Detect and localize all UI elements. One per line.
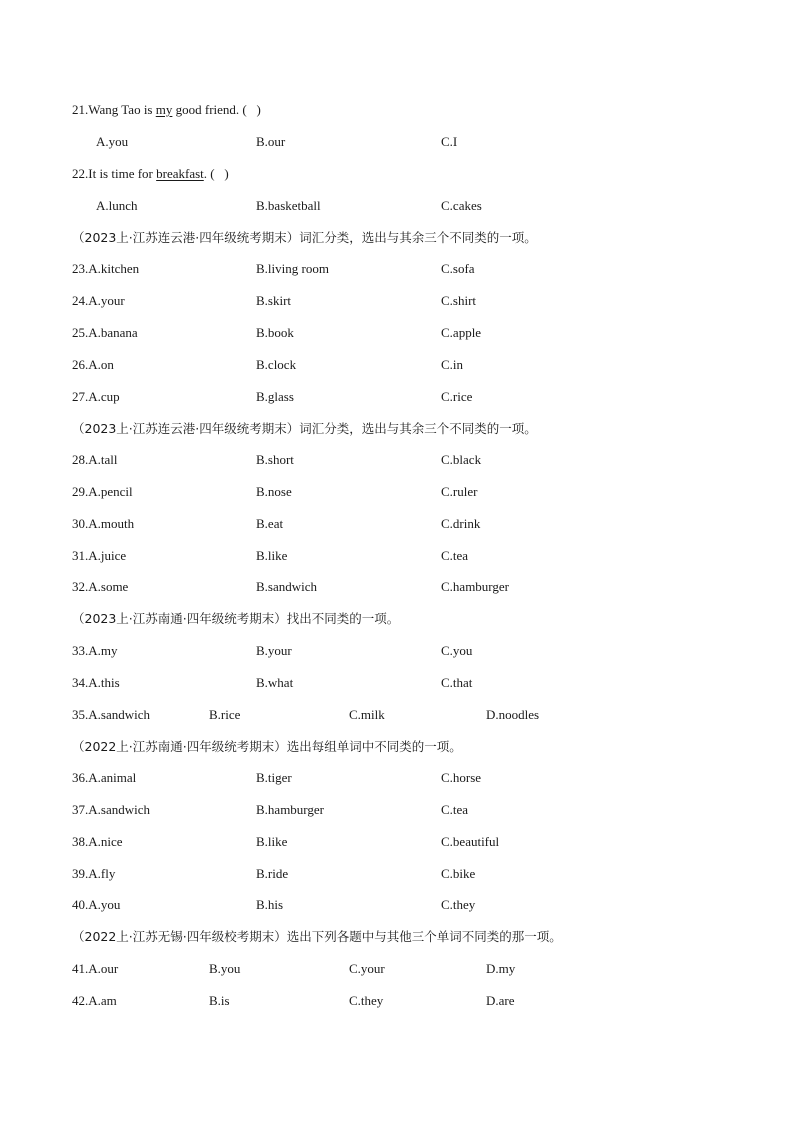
section-heading: （2022上·江苏无锡·四年级校考期末）选出下列各题中与其他三个单词不同类的那一项。 [72,929,562,944]
option-b: B.glass [256,389,294,404]
option-c: C.ruler [441,484,478,499]
section-heading: （2022上·江苏南通·四年级统考期末）选出每组单词中不同类的一项。 [72,739,462,754]
question-22-stem: 22.It is time for breakfast. ( ) [72,166,229,181]
option-c: C.tea [441,802,469,817]
question-row [0,991,794,1011]
question-21-options [0,132,794,152]
option-b: B.tiger [256,770,292,785]
option-c: C.apple [441,325,482,340]
question-row [0,673,794,693]
option-a: 26.A.on [72,357,114,372]
option-b: B.your [256,643,292,658]
option-c: C.they [441,897,476,912]
option-c: C.in [441,357,464,372]
question-row [0,387,794,407]
underlined-word: my [155,102,173,117]
option-c: C.shirt [441,293,477,308]
section-heading: （2023上·江苏连云港·四年级统考期末）词汇分类，选出与其余三个不同类的一项。 [72,421,537,436]
option-c: C.rice [441,389,473,404]
option-c: C.milk [349,707,385,722]
option-a: A.you [96,134,129,149]
question-row [0,514,794,534]
option-a: 30.A.mouth [72,516,135,531]
option-b: B.skirt [256,293,292,308]
option-a: 31.A.juice [72,548,127,563]
question-22-options [0,196,794,216]
option-c: C.cakes [441,198,482,213]
question-row [0,482,794,502]
option-b: B.hamburger [256,802,324,817]
option-b: B.clock [256,357,297,372]
option-b: B.short [256,452,294,467]
question-row [0,832,794,852]
question-row [0,291,794,311]
option-c: C.horse [441,770,482,785]
option-b: B.rice [209,707,241,722]
option-b: B.basketball [256,198,321,213]
option-a: 42.A.am [72,993,117,1008]
option-a: 40.A.you [72,897,121,912]
option-b: B.eat [256,516,284,531]
question-22 [0,164,794,184]
option-b: B.sandwich [256,579,318,594]
option-b: B.like [256,834,288,849]
option-c: C.tea [441,548,469,563]
question-row [0,705,794,725]
question-row [0,577,794,597]
option-d: D.are [486,993,515,1008]
option-b: B.book [256,325,294,340]
question-row [0,546,794,566]
option-a: 32.A.some [72,579,129,594]
question-21-stem: 21.Wang Tao is my good friend. ( ) [72,102,261,117]
option-a: 25.A.banana [72,325,138,340]
section-heading: （2023上·江苏连云港·四年级统考期末）词汇分类，选出与其余三个不同类的一项。 [72,230,537,245]
option-d: D.noodles [486,707,540,722]
question-row [0,800,794,820]
section-heading: （2023上·江苏南通·四年级统考期末）找出不同类的一项。 [72,611,400,626]
option-b: B.like [256,548,288,563]
question-row [0,450,794,470]
option-a: 41.A.our [72,961,119,976]
option-c: C.black [441,452,482,467]
option-a: 27.A.cup [72,389,120,404]
question-row [0,259,794,279]
option-b: B.nose [256,484,292,499]
question-row [0,864,794,884]
question-row [0,323,794,343]
underlined-word: breakfast [156,166,204,181]
option-a: 24.A.your [72,293,125,308]
option-a: A.lunch [96,198,138,213]
option-a: 28.A.tall [72,452,118,467]
option-a: 39.A.fly [72,866,116,881]
option-c: C.hamburger [441,579,509,594]
option-b: B.his [256,897,284,912]
option-a: 35.A.sandwich [72,707,150,722]
question-row [0,641,794,661]
option-a: 34.A.this [72,675,120,690]
option-c: C.bike [441,866,476,881]
option-b: B.you [209,961,241,976]
option-a: 36.A.animal [72,770,137,785]
option-c: C.you [441,643,473,658]
option-a: 23.A.kitchen [72,261,140,276]
option-d: D.my [486,961,516,976]
option-b: B.is [209,993,230,1008]
option-a: 38.A.nice [72,834,123,849]
option-c: C.I [441,134,458,149]
question-row [0,355,794,375]
option-a: 37.A.sandwich [72,802,150,817]
option-c: C.your [349,961,385,976]
option-a: 29.A.pencil [72,484,133,499]
option-c: C.they [349,993,384,1008]
option-c: C.sofa [441,261,475,276]
option-b: B.living room [256,261,329,276]
option-c: C.beautiful [441,834,500,849]
question-row [0,895,794,915]
option-b: B.what [256,675,294,690]
question-row [0,959,794,979]
option-c: C.drink [441,516,481,531]
option-c: C.that [441,675,473,690]
question-21 [0,100,794,120]
option-b: B.ride [256,866,289,881]
option-b: B.our [256,134,286,149]
question-row [0,768,794,788]
option-a: 33.A.my [72,643,118,658]
